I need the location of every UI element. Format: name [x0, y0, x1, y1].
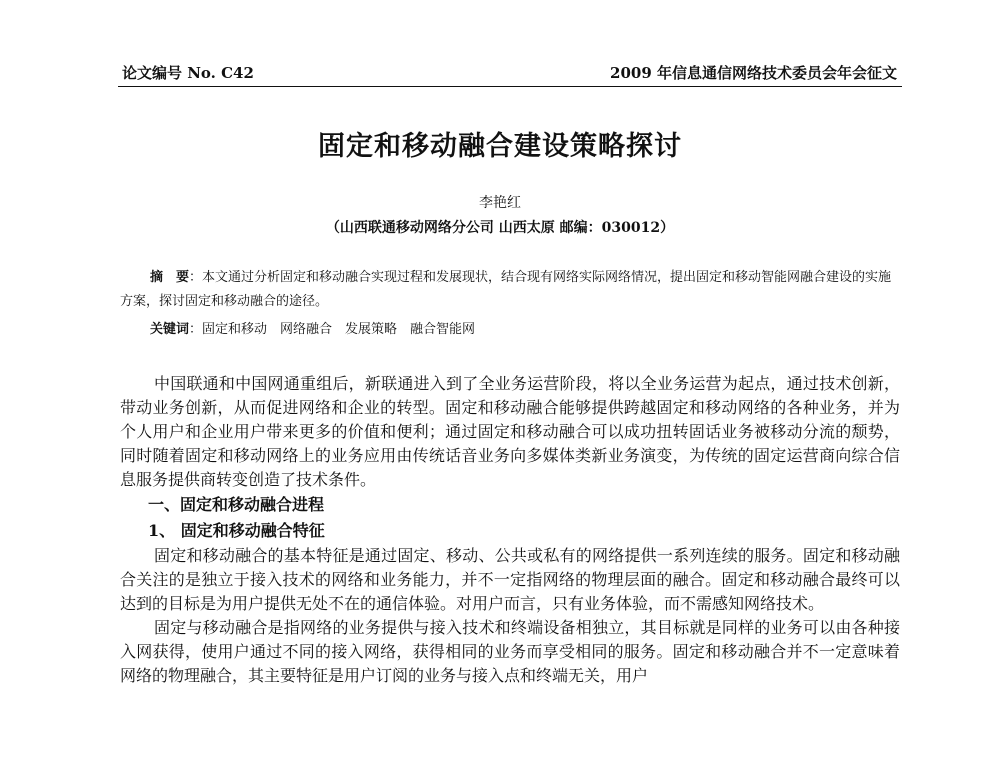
- author-name: 李艳红: [479, 195, 521, 211]
- body-paragraph: 中国联通和中国网通重组后，新联通进入到了全业务运营阶段，将以全业务运营为起点，通过技术创新，带动业务创新，从而促进网络和企业的转型。固定和移动融合能够提供跨越固定和移动网络的各种业务，并为个人用户和企业用户带来更多的价值和便利；通过固定和移动融合可以成功扭转固话业务被移动分流的颓势，同时随着固定和移动网络上的业务应用由传统话音业务向多媒体类新业务演变，为传统的固定运营商向综合信息服务提供商转变创造了技术条件。: [120, 374, 900, 489]
- section-heading: 一、固定和移动融合进程: [148, 495, 325, 514]
- keywords-label: 关键词: [150, 322, 190, 337]
- author-affiliation: （山西联通移动网络分公司 山西太原 邮编：030012）: [325, 220, 675, 236]
- header-rule: [118, 86, 902, 87]
- running-header: [122, 62, 897, 84]
- abstract: [120, 266, 900, 314]
- paper-number: 论文编号 No. C42: [122, 64, 254, 82]
- abstract-text: ：本文通过分析固定和移动融合实现过程和发展现状，结合现有网络实际网络情况，提出固定和移动智能网融合建设的实施方案，探讨固定和移动融合的途径。: [120, 270, 892, 309]
- keywords: [150, 318, 900, 342]
- keywords-text: ：固定和移动 网络融合 发展策略 融合智能网: [189, 322, 476, 337]
- body-text: [120, 372, 900, 688]
- body-paragraph: 固定与移动融合是指网络的业务提供与接入技术和终端设备相独立，其目标就是同样的业务可以由各种接入网获得，使用户通过不同的接入网络，获得相同的业务而享受相同的服务。固定和移动融合并不一定意味着网络的物理融合，其主要特征是用户订阅的业务与接入点和终端无关，用户: [120, 618, 900, 685]
- subsection-heading: 1、 固定和移动融合特征: [148, 521, 325, 540]
- paper-title: 固定和移动融合建设策略探讨: [318, 131, 682, 162]
- conference-name: 2009 年信息通信网络技术委员会年会征文: [610, 64, 897, 82]
- body-paragraph: 固定和移动融合的基本特征是通过固定、移动、公共或私有的网络提供一系列连续的服务。固定和移动融合关注的是独立于接入技术的网络和业务能力，并不一定指网络的物理层面的融合。固定和移动融合最终可以达到的目标是为用户提供无处不在的通信体验。对用户而言，只有业务体验，而不需感知网络技术。: [120, 546, 900, 613]
- abstract-label: 摘 要: [150, 270, 190, 285]
